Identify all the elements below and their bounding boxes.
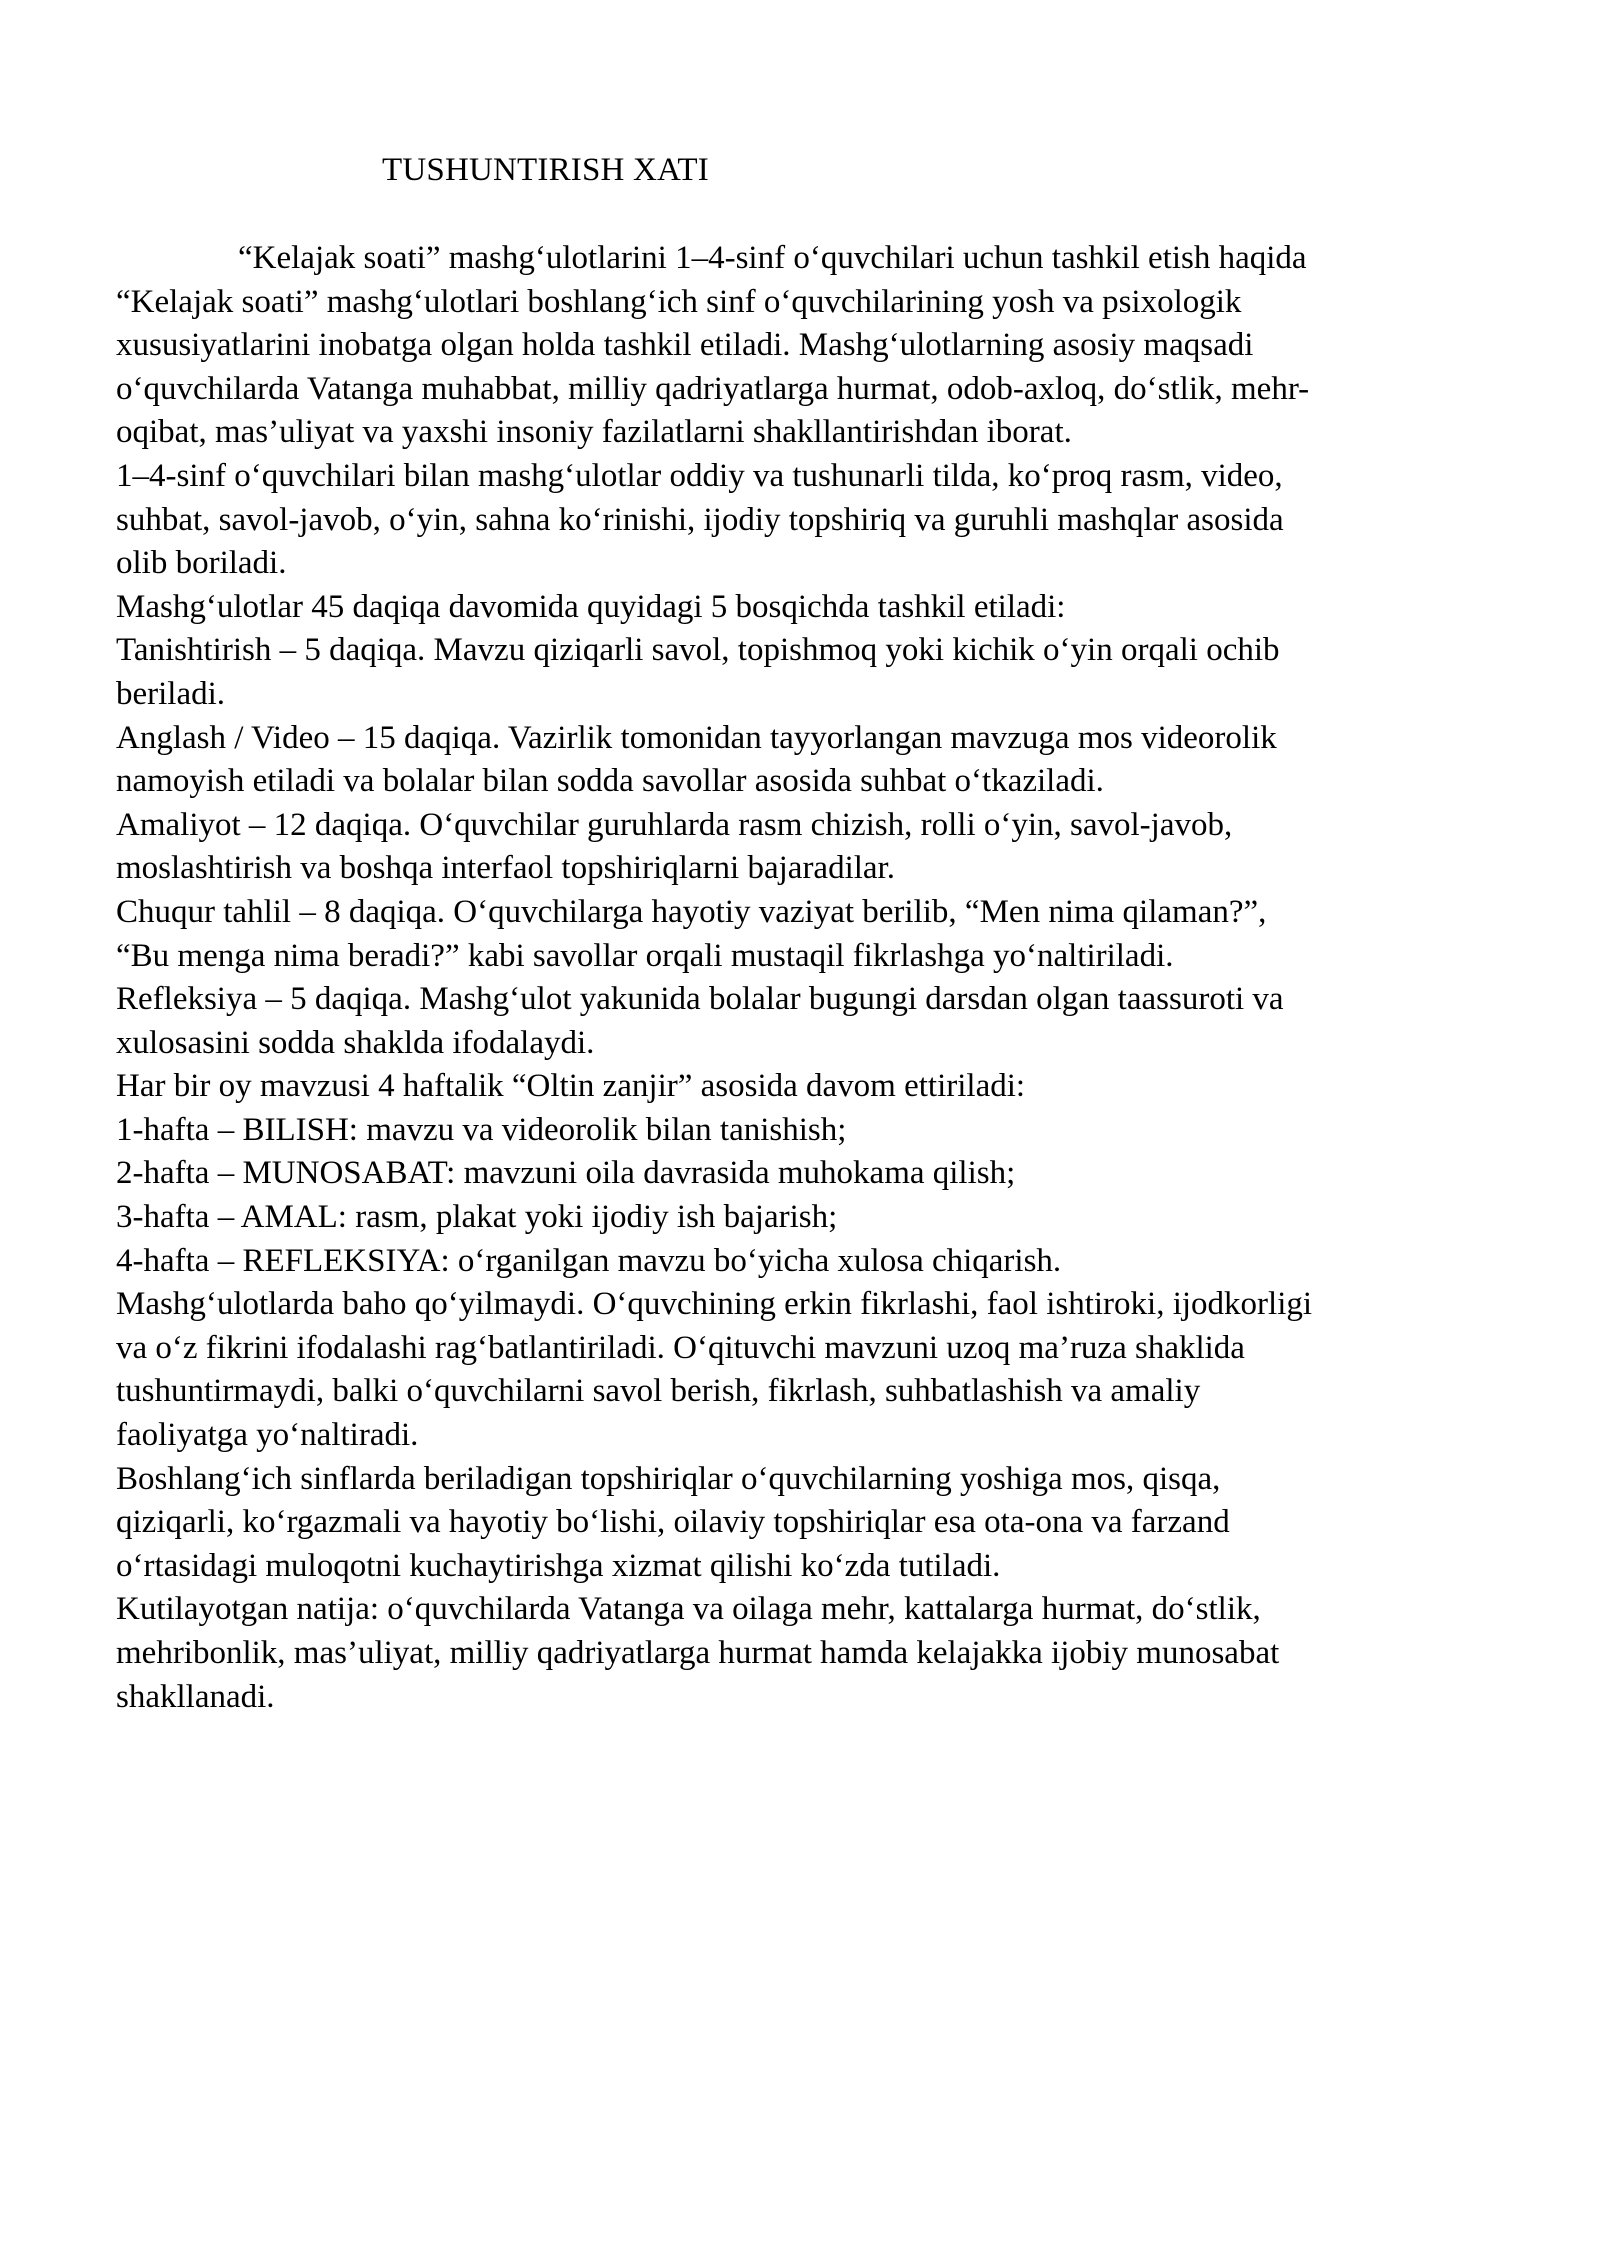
text-line: 1-hafta – BILISH: mavzu va videorolik bilan tanishish;	[116, 1111, 847, 1148]
text-line: “Kelajak soati” mashg‘ulotlari boshlang‘ich sinf o‘quvchilarining yosh va psixologik	[116, 283, 1242, 320]
subtitle-line: “Kelajak soati” mashg‘ulotlarini 1–4-sinf o‘quvchilari uchun tashkil etish haqida	[238, 240, 1307, 276]
text-line: olib boriladi.	[116, 545, 287, 582]
text-line: shakllanadi.	[116, 1678, 275, 1715]
text-line: xususiyatlarini inobatga olgan holda tashkil etiladi. Mashg‘ulotlarning asosiy maqsadi	[116, 327, 1254, 364]
text-line: va o‘z fikrini ifodalashi rag‘batlantiriladi. O‘qituvchi mavzuni uzoq ma’ruza shaklida	[116, 1329, 1245, 1366]
text-line: Kutilayotgan natija: o‘quvchilarda Vatanga va oilaga mehr, kattalarga hurmat, do‘stlik,	[116, 1591, 1261, 1628]
text-line: Mashg‘ulotlar 45 daqiqa davomida quyidagi 5 bosqichda tashkil etiladi:	[116, 588, 1066, 625]
text-line: Amaliyot – 12 daqiqa. O‘quvchilar guruhlarda rasm chizish, rolli o‘yin, savol-javob,	[116, 806, 1233, 843]
text-line: moslashtirish va boshqa interfaol topshiriqlarni bajaradilar.	[116, 850, 895, 887]
text-line: Anglash / Video – 15 daqiqa. Vazirlik tomonidan tayyorlangan mavzuga mos videorolik	[116, 719, 1277, 756]
text-line: Mashg‘ulotlarda baho qo‘yilmaydi. O‘quvchining erkin fikrlashi, faol ishtiroki, ijodkorligi	[116, 1286, 1313, 1323]
text-line: oqibat, mas’uliyat va yaxshi insoniy fazilatlarni shakllantirishdan iborat.	[116, 414, 1072, 451]
text-line: mehribonlik, mas’uliyat, milliy qadriyatlarga hurmat hamda kelajakka ijobiy munosabat	[116, 1635, 1280, 1671]
text-line: “Bu menga nima beradi?” kabi savollar orqali mustaqil fikrlashga yo‘naltiriladi.	[116, 937, 1174, 974]
text-line: o‘rtasidagi muloqotni kuchaytirishga xizmat qilishi ko‘zda tutiladi.	[116, 1547, 1001, 1584]
text-line: suhbat, savol-javob, o‘yin, sahna ko‘rinishi, ijodiy topshiriq va guruhli mashqlar asosida	[116, 501, 1284, 538]
text-line: o‘quvchilarda Vatanga muhabbat, milliy qadriyatlarga hurmat, odob-axloq, do‘stlik, mehr-	[116, 370, 1310, 407]
document-body	[116, 237, 1496, 1719]
text-line: Refleksiya – 5 daqiqa. Mashg‘ulot yakunida bolalar bugungi darsdan olgan taassuroti va	[116, 981, 1284, 1018]
text-line: Chuqur tahlil – 8 daqiqa. O‘quvchilarga hayotiy vaziyat berilib, “Men nima qilaman?”,	[116, 893, 1267, 930]
text-line: beriladi.	[116, 675, 226, 712]
text-line: qiziqarli, ko‘rgazmali va hayotiy bo‘lishi, oilaviy topshiriqlar esa ota-ona va farzand	[116, 1504, 1230, 1541]
text-line: tushuntirmaydi, balki o‘quvchilarni savol berish, fikrlash, suhbatlashish va amaliy	[116, 1373, 1201, 1410]
text-line: namoyish etiladi va bolalar bilan sodda savollar asosida suhbat o‘tkaziladi.	[116, 763, 1104, 800]
text-line: 4-hafta – REFLEKSIYA: o‘rganilgan mavzu bo‘yicha xulosa chiqarish.	[116, 1242, 1062, 1279]
text-line: Boshlang‘ich sinflarda beriladigan topshiriqlar o‘quvchilarning yoshiga mos, qisqa,	[116, 1460, 1221, 1497]
document-title: TUSHUNTIRISH XATI	[382, 152, 709, 188]
text-line: 1–4-sinf o‘quvchilari bilan mashg‘ulotlar oddiy va tushunarli tilda, ko‘proq rasm, video,	[116, 457, 1283, 494]
text-line: Har bir oy mavzusi 4 haftalik “Oltin zanjir” asosida davom ettiriladi:	[116, 1068, 1026, 1105]
text-line: Tanishtirish – 5 daqiqa. Mavzu qiziqarli savol, topishmoq yoki kichik o‘yin orqali ochib	[116, 632, 1280, 669]
text-line: 3-hafta – AMAL: rasm, plakat yoki ijodiy ish bajarish;	[116, 1199, 838, 1236]
text-line: faoliyatga yo‘naltiradi.	[116, 1417, 419, 1454]
text-line: 2-hafta – MUNOSABAT: mavzuni oila davrasida muhokama qilish;	[116, 1155, 1016, 1192]
text-line: xulosasini sodda shaklda ifodalaydi.	[116, 1024, 595, 1061]
